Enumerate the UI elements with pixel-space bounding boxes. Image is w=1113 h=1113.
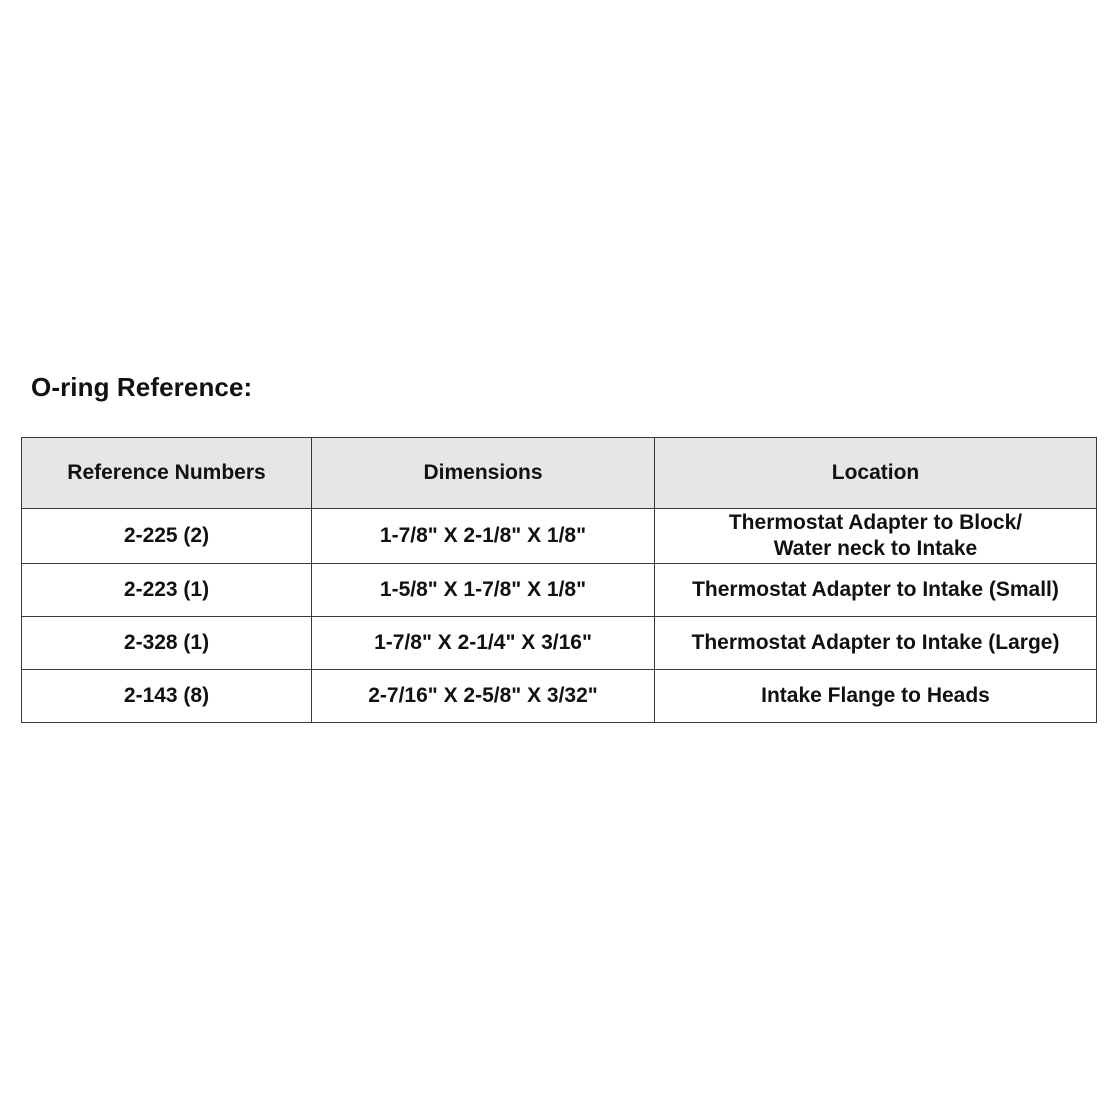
cell-dimensions: 1-7/8" X 2-1/8" X 1/8" bbox=[312, 509, 655, 564]
cell-reference-number: 2-223 (1) bbox=[22, 564, 312, 617]
header-reference-numbers: Reference Numbers bbox=[22, 438, 312, 509]
cell-dimensions: 1-5/8" X 1-7/8" X 1/8" bbox=[312, 564, 655, 617]
cell-location: Thermostat Adapter to Intake (Small) bbox=[655, 564, 1097, 617]
table-row bbox=[22, 509, 1097, 564]
table-row bbox=[22, 617, 1097, 670]
header-row bbox=[22, 438, 1097, 509]
cell-location: Thermostat Adapter to Intake (Large) bbox=[655, 617, 1097, 670]
cell-dimensions: 1-7/8" X 2-1/4" X 3/16" bbox=[312, 617, 655, 670]
location-line: Thermostat Adapter to Block/ bbox=[728, 511, 1023, 534]
cell-location bbox=[655, 509, 1097, 564]
cell-location: Intake Flange to Heads bbox=[655, 670, 1097, 723]
cell-reference-number: 2-328 (1) bbox=[22, 617, 312, 670]
location-line: Water neck to Intake bbox=[773, 537, 978, 560]
table-row bbox=[22, 670, 1097, 723]
cell-reference-number: 2-143 (8) bbox=[22, 670, 312, 723]
header-location: Location bbox=[655, 438, 1097, 509]
cell-dimensions: 2-7/16" X 2-5/8" X 3/32" bbox=[312, 670, 655, 723]
header-dimensions: Dimensions bbox=[312, 438, 655, 509]
table-body bbox=[22, 509, 1097, 723]
table-header bbox=[22, 438, 1097, 509]
cell-reference-number: 2-225 (2) bbox=[22, 509, 312, 564]
table-row bbox=[22, 564, 1097, 617]
oring-reference-table bbox=[21, 437, 1097, 723]
page-title: O-ring Reference: bbox=[31, 372, 253, 402]
